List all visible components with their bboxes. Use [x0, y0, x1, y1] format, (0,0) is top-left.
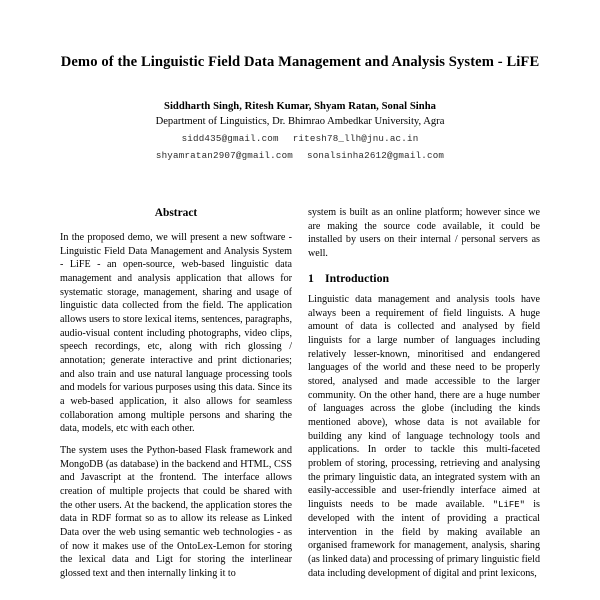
page-title: Demo of the Linguistic Field Data Management and Analysis System - LiFE — [60, 54, 540, 70]
introduction-paragraph — [308, 293, 540, 580]
author-names: Siddharth Singh, Ritesh Kumar, Shyam Ratan, Sonal Sinha — [164, 100, 436, 112]
section-title: Introduction — [325, 270, 390, 285]
section-heading-introduction — [308, 271, 540, 286]
author-email[interactable]: sidd435@gmail.com — [181, 132, 279, 144]
author-email[interactable]: ritesh78_llh@jnu.ac.in — [292, 132, 419, 144]
affiliation: Department of Linguistics, Dr. Bhimrao Ambedkar University, Agra — [155, 116, 445, 128]
system-name-inline: "LiFE" — [492, 500, 526, 511]
introduction-text-part-2: is developed with the intent of providing a practical intervention in the field by making available an organised framework for management, analysis, sharing (as linked data) and processing of primary linguistic field data including development of digital and print lexicons, — [308, 499, 540, 579]
author-email[interactable]: sonalsinha2612@gmail.com — [307, 149, 445, 161]
two-column-body — [60, 206, 540, 600]
right-column — [308, 206, 540, 600]
email-row-1 — [60, 132, 540, 147]
abstract-continuation: system is built as an online platform; however since we are making the source code available, it could be installed by users on their internal / personal servers as well. — [308, 207, 540, 260]
left-column — [60, 206, 292, 600]
section-number: 1 — [308, 270, 314, 285]
abstract-heading: Abstract — [154, 207, 198, 219]
abstract-paragraph-1: In the proposed demo, we will present a new software - Linguistic Field Data Management and Analysis System - LiFE - an open-source, web-based linguistic data management and analysis application that allows for systematic storage, management, sharing and usage of linguistic data collected from the field. The application allows users to store lexical items, sentences, paragraphs, audio-visual content including photographs, video clips, speech recordings, etc, along with rich glossing / annotation; generate interactive and print dictionaries; and also train and use natural language processing tools and models for various purposes using this data. Since its a web-based application, it also allows for seamless collaboration among multiple persons and sharing the data, models, etc with each other. — [60, 231, 292, 435]
abstract-paragraph-2: The system uses the Python-based Flask framework and MongoDB (as database) in the backend and HTML, CSS and Javascript at the frontend. The interface allows creation of multiple projects that could be shared with the other users. At the backend, the application stores the data in RDF format so as to allow its release as Linked Data over the web using semantic web technologies - as of now it makes use of the OntoLex-Lemon for storing the lexical data and Ligt for storing the interlinear glossed text and then internally linking it to — [60, 444, 292, 579]
authors-block — [60, 100, 540, 164]
author-email[interactable]: shyamratan2907@gmail.com — [155, 149, 293, 161]
introduction-text-part-1: Linguistic data management and analysis tools have always been a requirement of field linguists. A huge amount of data is collected and analysed by field linguists for a large number of languages including relatively lesser-known, minoritised and endangered languages of the world and these need to be properly stored, analysed and made accessible to the larger community. On the other hand, there are a huge number of languages across the globe (including the kinds mentioned above), whose data is not available for building any kind of language technology tools and applications. In order to tackle this multi-faceted problem of storing, processing, retrieving and analysing the primary linguistic data, an integrated system with an easily-accessible and user-friendly interface aimed at linguists needs to be made available. — [308, 294, 540, 511]
email-row-2 — [60, 149, 540, 164]
